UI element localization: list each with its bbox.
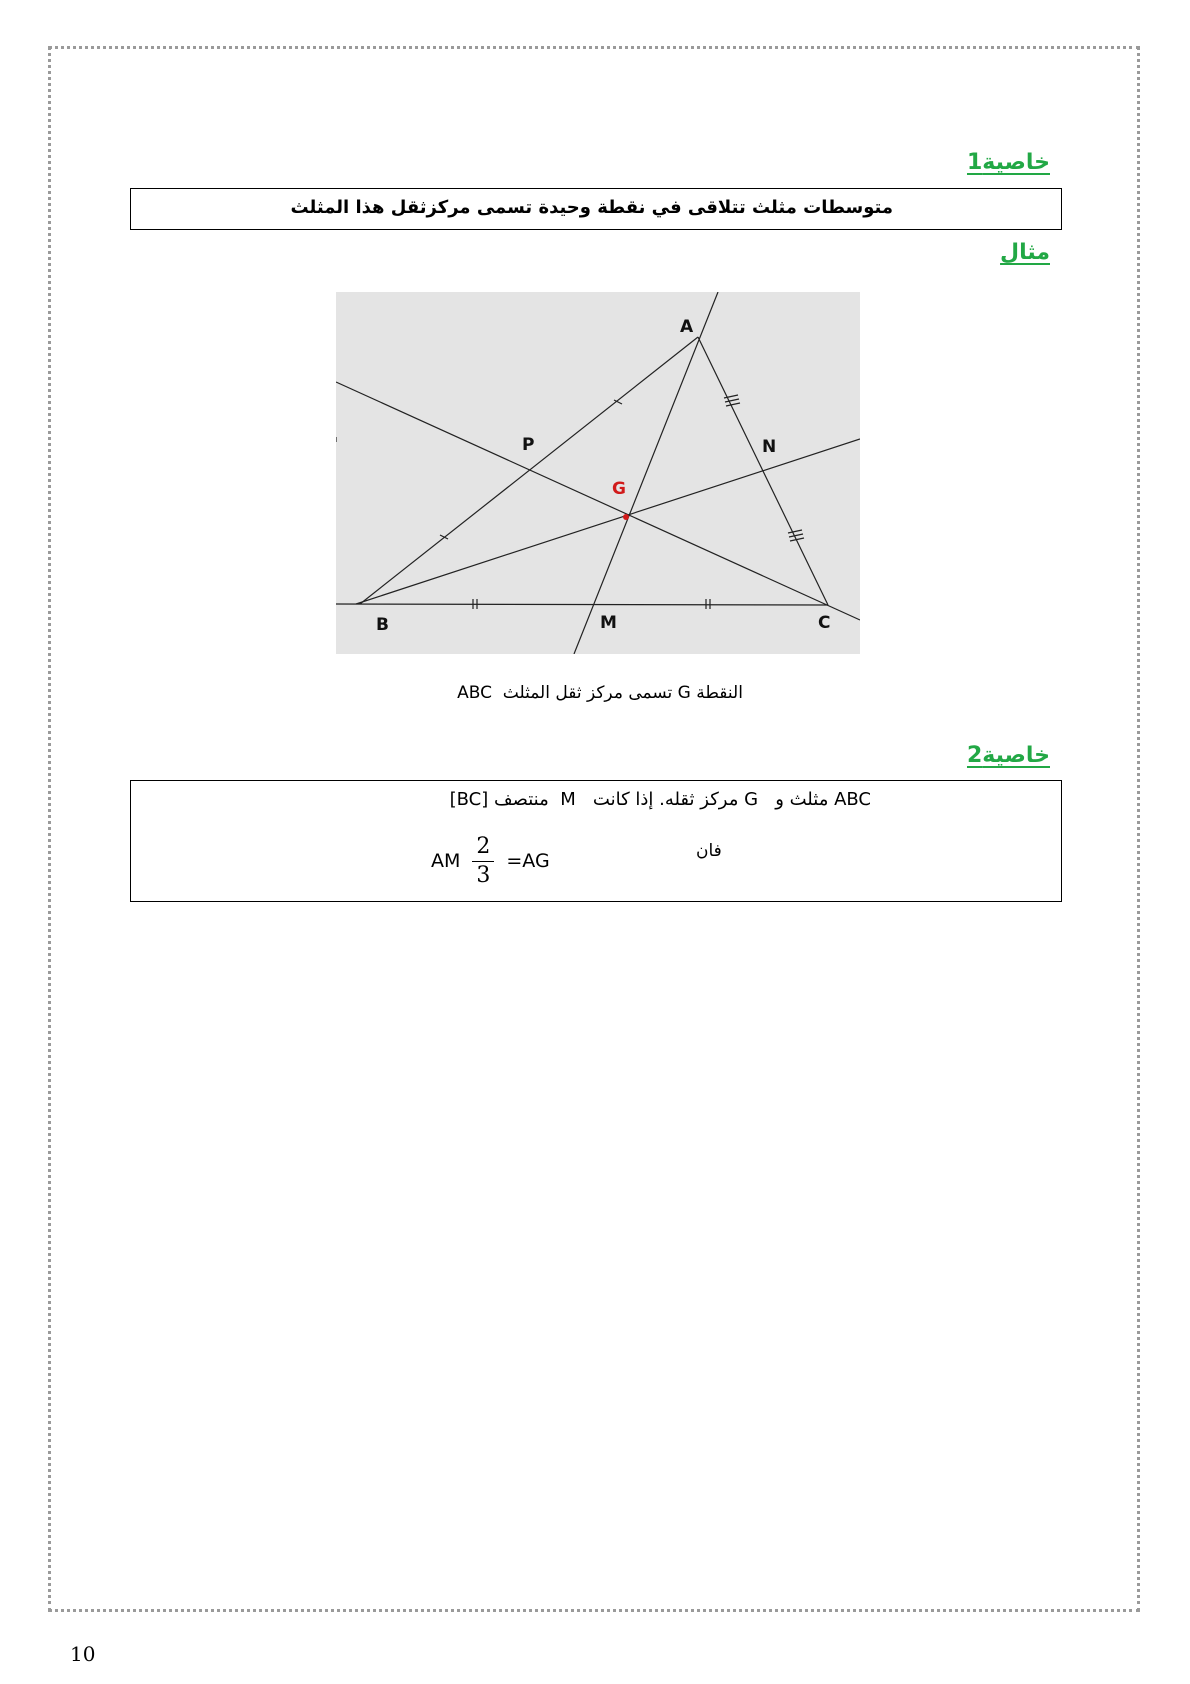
median-line-am: [574, 292, 718, 654]
page-number: 10: [70, 1642, 96, 1666]
formula-rhs: =AG: [506, 850, 550, 872]
centroid-figure: [336, 292, 860, 654]
centroid-point: [623, 514, 629, 520]
fraction-denominator: 3: [476, 862, 491, 888]
median-line-bn: [356, 439, 860, 604]
caption-triangle: ABC: [457, 683, 492, 703]
caption-point: G: [677, 683, 691, 703]
property2-formula-row: [131, 831, 1061, 891]
statement-triangle: ABC: [834, 789, 871, 810]
figure-caption: [420, 683, 780, 703]
label-n: N: [762, 437, 777, 457]
example-heading: مثال: [1000, 240, 1050, 265]
label-b: B: [376, 615, 389, 635]
fraction-numerator: 2: [472, 836, 494, 862]
side-ac: [698, 337, 828, 605]
triangle-diagram: [336, 292, 860, 654]
property2-box: [130, 780, 1062, 902]
label-g: G: [612, 479, 626, 499]
formula: [431, 831, 550, 891]
property1-heading: خاصية1: [966, 150, 1050, 175]
then-word: فان: [696, 841, 722, 861]
label-a: A: [680, 317, 694, 337]
tick-an-2: [725, 399, 739, 402]
label-p: P: [522, 435, 535, 455]
property1-box: [130, 188, 1062, 230]
property2-heading: خاصية2: [966, 743, 1050, 768]
statement-text2: مركز ثقله. إذا كانت: [592, 789, 739, 810]
caption-part2: تسمى مركز ثقل المثلث: [502, 683, 673, 703]
statement-point-m: M: [560, 789, 576, 810]
statement-text1: مثلث و: [775, 789, 829, 810]
label-c: C: [818, 613, 831, 633]
statement-segment: [BC]: [449, 789, 489, 810]
fraction-two-thirds: [472, 833, 494, 888]
tick-nc-2: [789, 534, 803, 537]
side-bc: [336, 604, 828, 605]
tick-nc-1: [788, 530, 802, 533]
tick-an-3: [726, 403, 740, 406]
statement-point-g: G: [744, 789, 759, 810]
formula-lhs: AM: [431, 850, 461, 872]
caption-part1: النقطة: [696, 683, 743, 703]
label-m: M: [600, 613, 617, 633]
property1-statement: متوسطات مثلث تتلاقى في نقطة وحيدة تسمى مركزثقل هذا المثلث: [290, 197, 893, 218]
property2-statement: [450, 789, 871, 810]
statement-text3: منتصف: [494, 789, 549, 810]
